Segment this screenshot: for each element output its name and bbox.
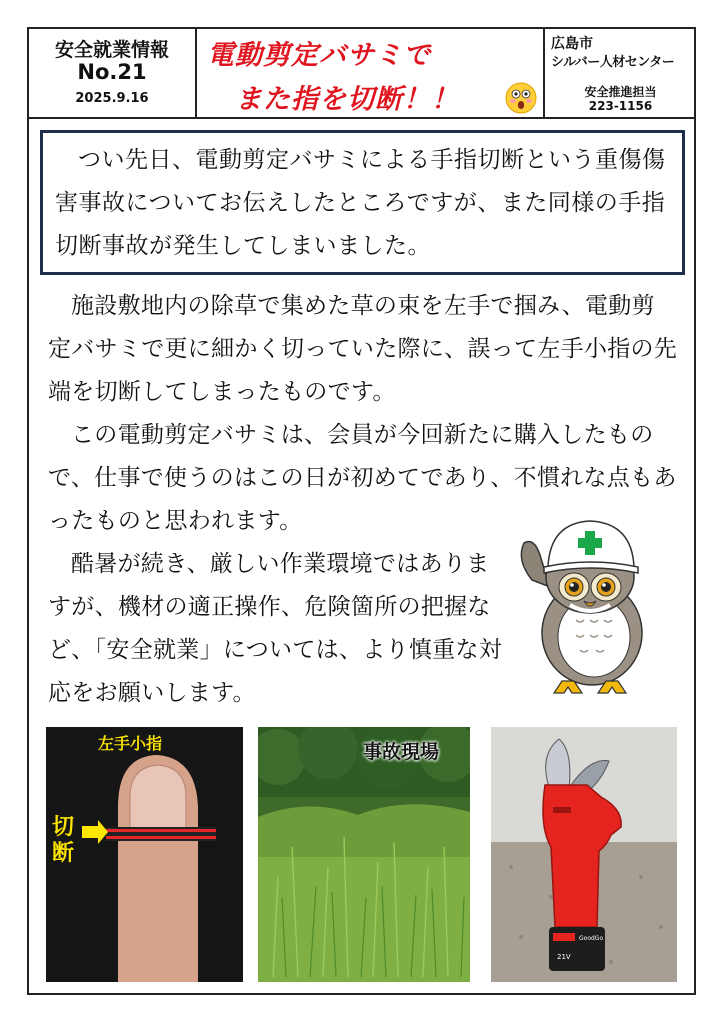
body-paragraph-3: 酷暑が続き、厳しい作業環境ではありますが、機材の適正操作、危険箇所の把握など、「安全就業」については、より慎重な対応をお願いします。 [48,551,503,706]
bulletin-name: 安全就業情報 [54,39,169,61]
finger-label: 左手小指 [98,734,163,753]
body-paragraph-1: 施設敷地内の除草で集めた草の束を左手で掴み、電動剪定バサミで更に細かく切っていた際に、誤って左手小指の先端を切断してしまったものです。 [48,293,678,405]
grass-scene-illustration [258,727,470,982]
organization-cell [545,27,696,119]
body-paragraph-2: この電動剪定バサミは、会員が今回新たに購入したもので、仕事で使うのはこの日が初めてであり、不慣れな点もあったものと思われます。 [48,422,677,534]
bulletin-header [27,27,696,119]
intro-box [40,130,685,275]
issue-date: 2025.9.16 [75,91,149,106]
issue-number: No.21 [77,60,147,84]
org-department: 安全推進担当 [584,85,657,99]
battery-voltage-text: 21V [557,953,571,961]
org-city: 広島市 [551,36,593,52]
battery-brand-text: GoodGo [579,935,604,942]
electric-pruner-illustration [491,727,677,982]
headline-cell [197,27,545,119]
org-name: シルバー人材センター [551,55,675,70]
accident-site-photo [258,727,470,982]
finger-photo [46,727,243,982]
headline-line-1: 電動剪定バサミで [207,40,431,71]
owl-mascot-illustration [510,505,670,700]
electric-pruner-photo [491,727,677,982]
cut-point-label: 切断 [52,815,75,866]
accident-site-label: 事故現場 [363,741,440,763]
astonished-face-icon [505,82,537,114]
headline-line-2: また指を切断！！ [235,84,459,115]
bulletin-info-cell [27,27,197,119]
intro-text: つい先日、電動剪定バサミによる手指切断という重傷傷害事故についてお伝えしたところですが、また同様の手指切断事故が発生してしまいました。 [55,147,666,259]
org-phone: 223-1156 [588,99,653,113]
